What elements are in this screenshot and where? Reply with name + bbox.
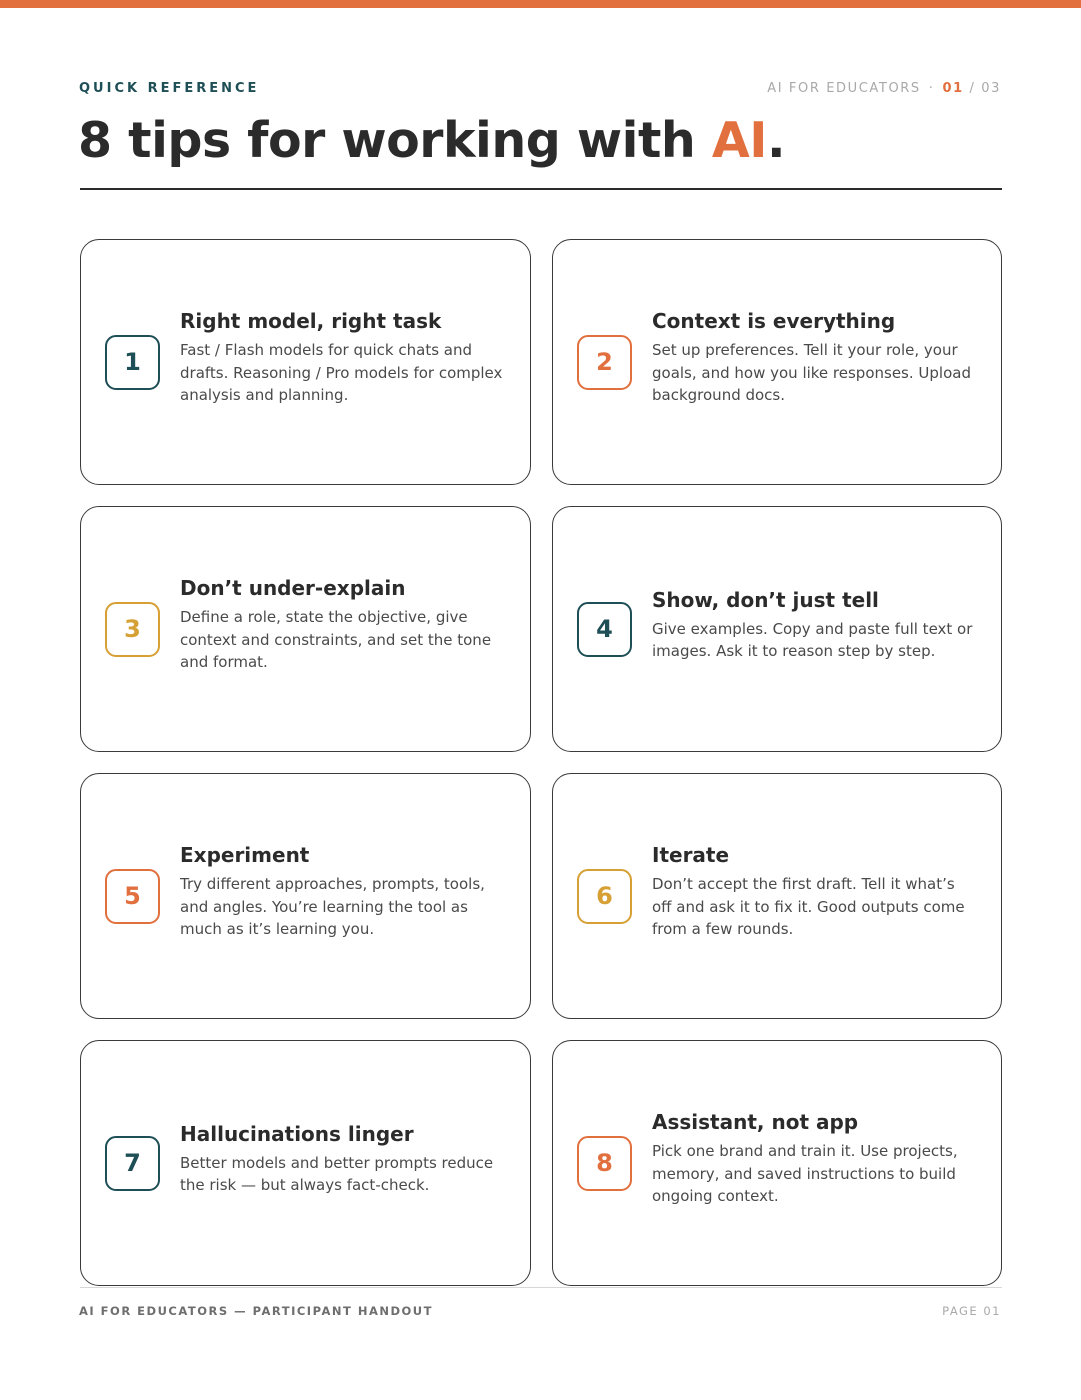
tip-text	[652, 841, 977, 941]
tip-card	[80, 1040, 531, 1286]
tip-number-badge: 4	[577, 602, 632, 657]
eyebrow-label: QUICK REFERENCE	[79, 81, 260, 96]
tip-body: Pick one brand and train it. Use projects, memory, and saved instructions to build ongoing context.	[652, 1142, 958, 1206]
tip-text	[652, 1108, 977, 1208]
tip-title: Don’t under-explain	[180, 576, 406, 601]
page-divider: /	[969, 81, 976, 96]
tip-number-badge: 2	[577, 335, 632, 390]
tip-card	[552, 506, 1002, 752]
tip-card	[552, 1040, 1002, 1286]
tip-body: Set up preferences. Tell it your role, your goals, and how you like responses. Upload background docs.	[652, 341, 971, 405]
tip-body: Define a role, state the objective, give context and constraints, and set the tone and format.	[180, 608, 492, 672]
footer-handout-label: AI FOR EDUCATORS — PARTICIPANT HANDOUT	[79, 1304, 433, 1318]
tip-text	[652, 586, 977, 663]
title-end: .	[766, 112, 786, 169]
tip-number-badge: 6	[577, 869, 632, 924]
footer-page-number: PAGE 01	[942, 1304, 1001, 1318]
tips-grid	[80, 239, 1002, 1286]
top-accent-bar	[0, 0, 1081, 8]
title-main: 8 tips for working with	[78, 112, 712, 169]
tip-title: Experiment	[180, 843, 310, 868]
tip-card	[80, 239, 531, 485]
tip-card	[552, 239, 1002, 485]
tip-title: Hallucinations linger	[180, 1121, 414, 1146]
tip-card	[80, 506, 531, 752]
tip-text	[180, 841, 506, 941]
tip-title: Iterate	[652, 843, 730, 868]
tip-body: Give examples. Copy and paste full text or images. Ask it to reason step by step.	[652, 619, 973, 660]
page-title	[78, 110, 785, 172]
meta-separator: ·	[928, 81, 935, 96]
title-accent: AI	[711, 112, 767, 169]
tip-text	[652, 307, 977, 407]
tip-title: Right model, right task	[180, 309, 442, 334]
tip-text	[180, 307, 506, 407]
tip-card	[80, 773, 531, 1019]
tip-body: Don’t accept the first draft. Tell it what’s off and ask it to fix it. Good outputs come from a few rounds.	[652, 875, 965, 939]
tip-text	[180, 574, 506, 674]
footer-divider	[80, 1287, 1002, 1288]
tip-body: Fast / Flash models for quick chats and drafts. Reasoning / Pro models for complex analysis and planning.	[180, 341, 503, 405]
title-divider	[80, 188, 1002, 190]
tip-title: Show, don’t just tell	[652, 587, 879, 612]
tip-body: Try different approaches, prompts, tools, and angles. You’re learning the tool as much as it’s learning you.	[180, 875, 485, 939]
tip-number-badge: 1	[105, 335, 160, 390]
tip-body: Better models and better prompts reduce the risk — but always fact-check.	[180, 1153, 494, 1194]
page-current: 01	[942, 81, 964, 96]
tip-number-badge: 3	[105, 602, 160, 657]
tip-number-badge: 7	[105, 1136, 160, 1191]
header-meta	[767, 81, 1001, 96]
series-label: AI FOR EDUCATORS	[767, 81, 921, 96]
tip-card	[552, 773, 1002, 1019]
tip-title: Context is everything	[652, 309, 896, 334]
page-total: 03	[981, 81, 1001, 96]
tip-text	[180, 1120, 506, 1197]
tip-title: Assistant, not app	[652, 1110, 859, 1135]
tip-number-badge: 8	[577, 1136, 632, 1191]
tip-number-badge: 5	[105, 869, 160, 924]
